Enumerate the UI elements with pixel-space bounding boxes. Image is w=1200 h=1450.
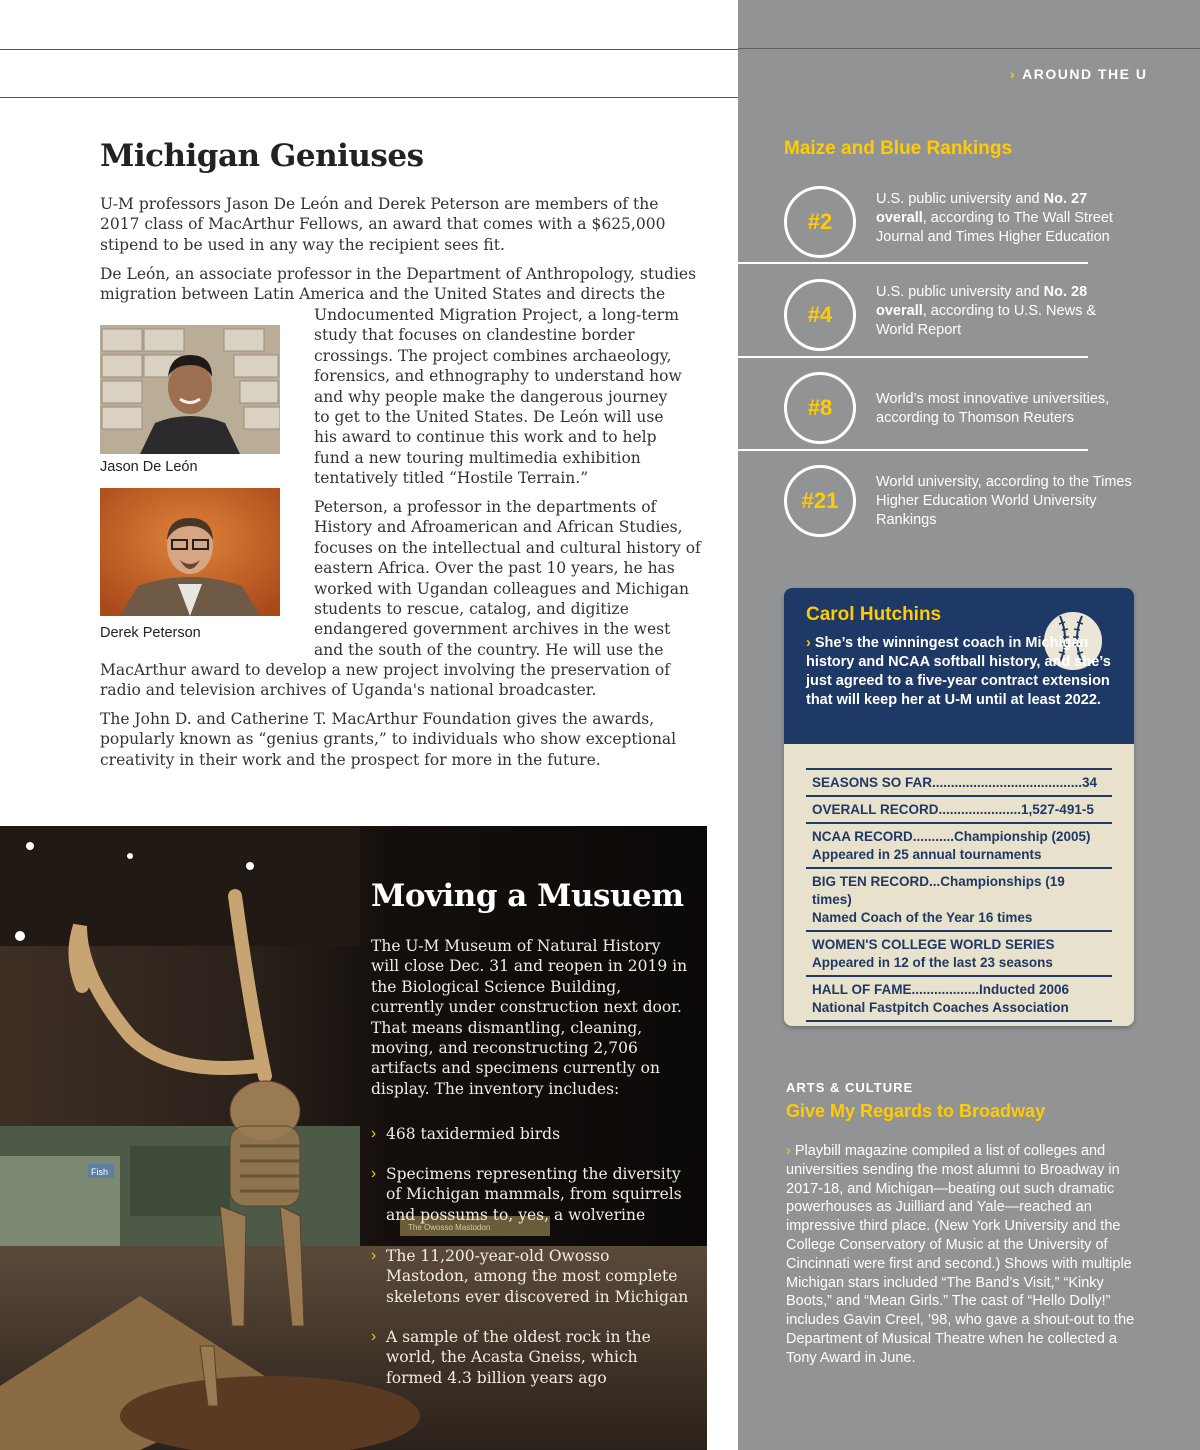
- top-rule: [0, 49, 738, 50]
- header-rule: [0, 97, 738, 98]
- museum-bullet-1: › 468 taxidermied birds: [371, 1125, 561, 1143]
- article-paragraph-4: The John D. and Catherine T. MacArthur Foundation gives the awards, popularly known as “genius grants,” to individuals who show exceptional creativity in their work and the prospect for more in the future.: [100, 710, 677, 769]
- chevron-right-icon: ›: [1010, 66, 1017, 82]
- museum-bullet-4: › A sample of the oldest rock in the world, the Acasta Gneiss, which formed 4.3 billion years ago: [371, 1328, 651, 1387]
- chevron-right-icon: ›: [371, 1165, 377, 1182]
- rank-badge: #4: [784, 279, 856, 351]
- mastodon-sign: The Owosso Mastodon: [408, 1223, 491, 1232]
- chevron-right-icon: ›: [371, 1125, 377, 1142]
- fish-sign: Fish: [91, 1167, 109, 1177]
- section-tag: › AROUND THE U: [1010, 66, 1148, 82]
- rank-description: U.S. public university and No. 27 overall, according to The Wall Street Journal and Times Higher Education: [876, 191, 1113, 245]
- stat-row: SEASONS SO FAR........................................34: [806, 768, 1112, 795]
- ranking-item: [784, 372, 1134, 452]
- coach-card-header: [784, 588, 1134, 744]
- article-paragraph-2b: Undocumented Migration Project, a long-term study that focuses on clandestine border crossings. The project combines archaeology, forensics, and ethnography to understand how and why people make the dangerous journey to get to the United States. De León will use his award to continue this work and to help fund a new touring multimedia exhibition tentatively titled “Hostile Terrain.”: [314, 306, 682, 488]
- arts-body: › Playbill magazine compiled a list of colleges and universities sending the most alumni to Broadway in 2017-18, and Michigan—beating out such dramatic powerhouses as Juilliard and Yale—reached an impressive third place. (New York University and the College Conservatory of Music at the University of Cincinnati were first and second.) Shows with multiple Michigan stars included “The Band’s Visit,” “Kinky Boots,” and “Mean Girls.” The cast of “Hello Dolly!” includes Gavin Creel, ’98, who gave a shout-out to the Department of Musical Theatre when he collected a Tony Award in June.: [786, 1143, 1135, 1366]
- arts-tag: ARTS & CULTURE: [786, 1080, 914, 1095]
- coach-card: [784, 588, 1134, 1026]
- ranking-item: [784, 465, 1134, 545]
- museum-bullet-2: › Specimens representing the diversity of Michigan mammals, from squirrels and possums to, yes, a wolverine: [371, 1165, 682, 1224]
- stat-row: HALL OF FAME..................Inducted 2006 National Fastpitch Coaches Association: [806, 975, 1112, 1022]
- sidebar: [738, 0, 1200, 1450]
- chevron-right-icon: ›: [806, 635, 815, 651]
- sidebar-rule: [738, 48, 1200, 49]
- article-paragraph-3a: Peterson, a professor in the departments of History and Afroamerican and African Studies, focuses on the intellectual and cultural history of eastern Africa. Over the past 10 years, he has worked with Ugandan colleagues and Michigan students to rescue, catalog, and digitize endangered government archives in the west and the south of the country. He will use the: [314, 498, 701, 659]
- museum-title: Moving a Musuem: [371, 878, 684, 914]
- rank-badge: #2: [784, 186, 856, 258]
- article-paragraph-1: U-M professors Jason De León and Derek Peterson are members of the 2017 class of MacArthur Fellows, an award that comes with a $625,000 stipend to be used in any way the recipient sees fit.: [100, 195, 666, 254]
- rank-description: U.S. public university and No. 28 overall, according to U.S. News & World Report: [876, 284, 1097, 338]
- chevron-right-icon: ›: [371, 1247, 377, 1264]
- stat-row: BIG TEN RECORD...Championships (19 times) Named Coach of the Year 16 times: [806, 867, 1112, 930]
- stat-row: OVERALL RECORD......................1,527-491-5: [806, 795, 1112, 822]
- rank-badge: #8: [784, 372, 856, 444]
- museum-bullet-3: › The 11,200-year-old Owosso Mastodon, among the most complete skeletons ever discovered in Michigan: [371, 1247, 689, 1306]
- chevron-right-icon: ›: [371, 1328, 377, 1345]
- coach-description: › She’s the winningest coach in Michigan history and NCAA softball history, and she’s just agreed to a five-year contract extension that will keep her at U-M until at least 2022.: [806, 635, 1111, 708]
- museum-intro: The U-M Museum of Natural History will close Dec. 31 and reopen in 2019 in the Biological Science Building, currently under construction next door. That means dismantling, cleaning, moving, and reconstructing 2,706 artifacts and specimens currently on display. The inventory includes:: [371, 937, 688, 1098]
- rank-badge: #21: [784, 465, 856, 537]
- rank-divider: [738, 449, 1088, 451]
- stat-row: NCAA RECORD...........Championship (2005) Appeared in 25 annual tournaments: [806, 822, 1112, 867]
- rank-description: World’s most innovative universities, according to Thomson Reuters: [876, 391, 1110, 426]
- rank-description: World university, according to the Times Higher Education World University Rankings: [876, 474, 1132, 528]
- rankings-title: Maize and Blue Rankings: [784, 138, 1013, 159]
- stat-row: WOMEN'S COLLEGE WORLD SERIES Appeared in 12 of the last 23 seasons: [806, 930, 1112, 975]
- article-paragraph-2a: De León, an associate professor in the Department of Anthropology, studies migration between Latin America and the United States and directs the: [100, 265, 697, 304]
- arts-title: Give My Regards to Broadway: [786, 1101, 1046, 1121]
- museum-section: [0, 826, 707, 1450]
- article-title: Michigan Geniuses: [100, 138, 424, 174]
- coach-name: Carol Hutchins: [806, 604, 942, 625]
- photo-caption-de-leon: Jason De León: [100, 459, 198, 475]
- rank-divider: [738, 262, 1088, 264]
- ranking-item: [784, 279, 1134, 359]
- rank-divider: [738, 356, 1088, 358]
- chevron-right-icon: ›: [786, 1143, 795, 1159]
- jason-de-leon-photo: [100, 325, 280, 454]
- derek-peterson-photo: [100, 488, 280, 616]
- photo-caption-peterson: Derek Peterson: [100, 625, 201, 641]
- coach-stats: [806, 768, 1112, 1022]
- ranking-item: [784, 186, 1134, 266]
- article-paragraph-3b: MacArthur award to develop a new project involving the preservation of radio and television archives of Uganda's national broadcaster.: [100, 661, 670, 700]
